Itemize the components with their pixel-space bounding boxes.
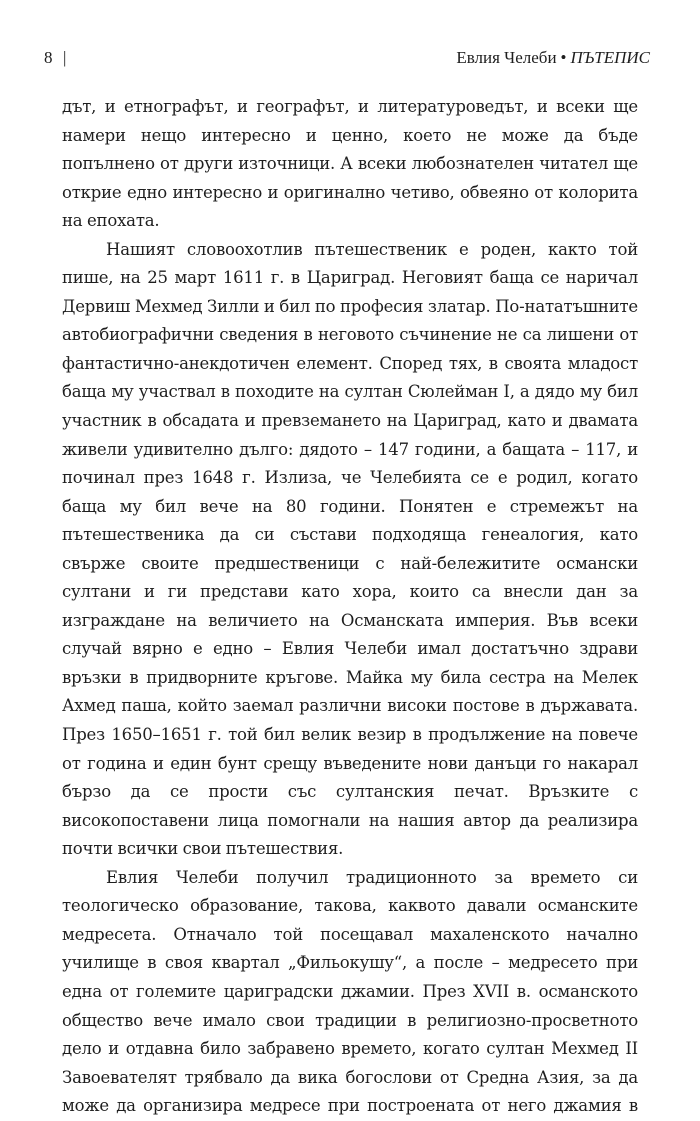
paragraph-continued: дът, и етнографът, и географът, и литературоведът, и всеки ще намери нещо интересно и ценно, което не може да бъде попълнено от други източници. А всеки любознателен читател ще открие едно интересно и оригинално четиво, обвеяно от колорита на епохата. [62, 97, 638, 231]
book-title: ПЪТЕПИС [570, 48, 650, 67]
running-head [44, 46, 650, 70]
page-number: 8 [44, 48, 53, 67]
paragraph-birth: Нашият словоохотлив пътешественик е роден, както той пише, на 25 март 1611 г. в Цариград. Неговият баща се наричал Дервиш Мехмед Зилли и бил по професия златар. По-нататъшните автобиографични сведения в неговото съчинение не са лишени от фантастично-анекдотичен елемент. Според тях, в своята младост баща му участвал в походите на султан Сюлейман I, а дядо му бил участник в обсадата и превземането на Цариград, като и двамата живели удивително дълго: дядото – 147 години, а бащата – 117, и починал през 1648 г. Излиза, че Челебията се е родил, когато баща му бил вече на 80 години. Понятен е стремежът на пътешественика да си състави подходяща генеалогия, като свърже своите предшественици с най-бележитите османски султани и ги представи като хора, които са внесли дан за изграждане на величието на Османската империя. Във всеки случай вярно е едно – Евлия Челеби имал достатъчно здрави връзки в придворните кръгове. Майка му била сестра на Мелек Ахмед паша, който заемал различни високи постове в държавата. През 1650–1651 г. той бил велик везир в продължение на повече от година и един бунт срещу въведените нови данъци го накарал бързо да се прости със султанския печат. Връзките с високопоставени лица помогнали на нашия автор да реализира почти всички свои пътешествия. [62, 239, 638, 859]
text-body [62, 93, 638, 1121]
header-divider: | [63, 48, 67, 67]
running-title [456, 46, 650, 70]
header-separator: • [560, 48, 567, 67]
paragraph-education: Евлия Челеби получил традиционното за времето си теологическо образование, такова, каквото давали османските медресета. Отначало той посещавал махаленското начално училище в своя квартал „Фильокушу“, а после – медресето при една от големите цариградски джамии. През XVII в. османското общество вече имало свои традиции в религиозно-просветното дело и отдавна било забравено времето, когато султан Мехмед II Завоевателят трябвало да вика богослови от Средна Азия, за да може да организира медресе при построената от него джамия в [62, 867, 638, 1116]
author-name: Евлия Челеби [456, 48, 557, 67]
